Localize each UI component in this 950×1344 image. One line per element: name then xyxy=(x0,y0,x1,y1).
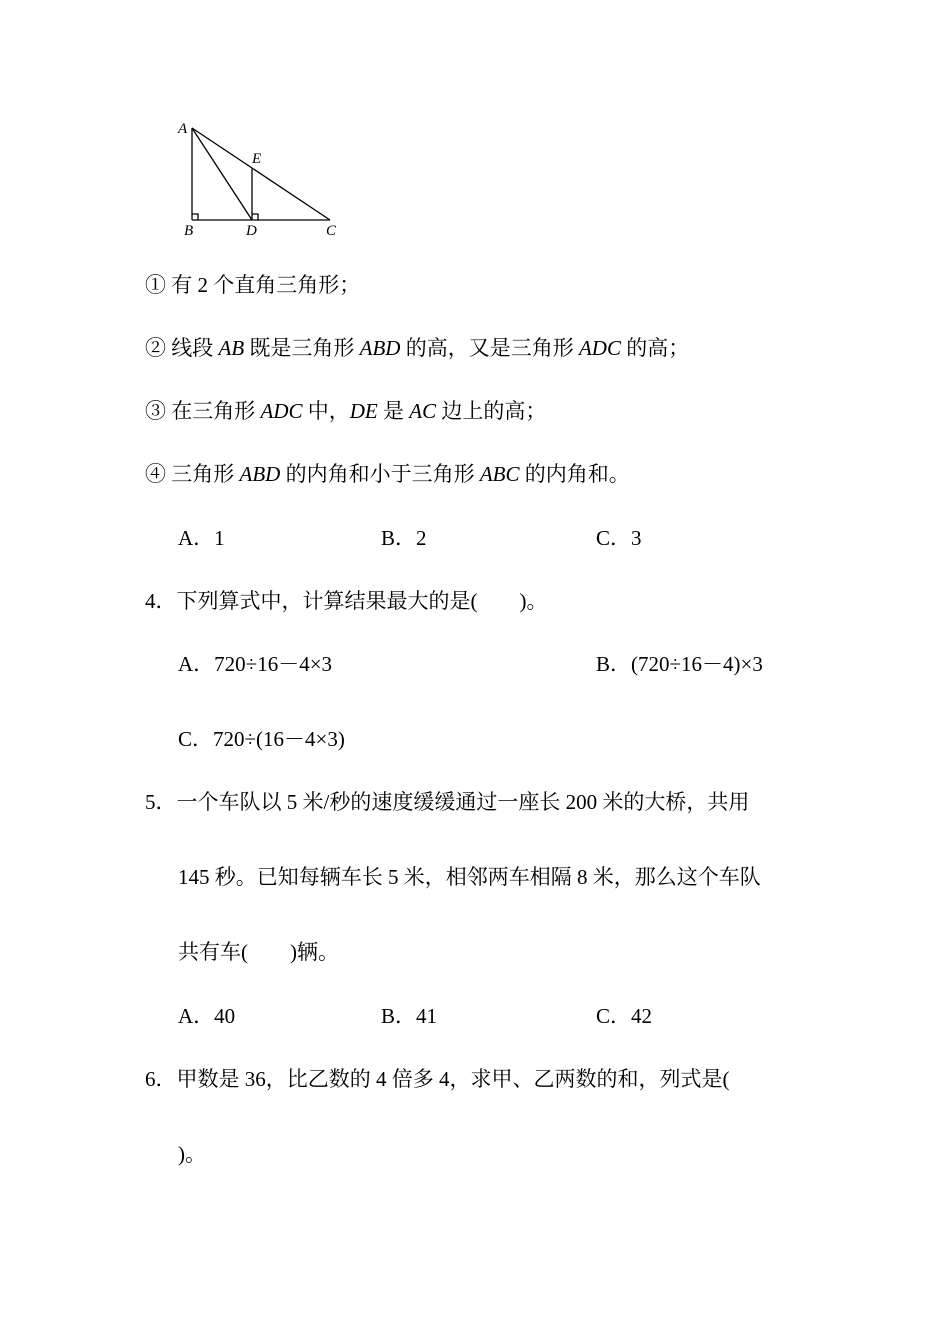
statement-1 xyxy=(145,275,360,296)
math-var: AC xyxy=(409,399,437,423)
statement-text: 三角形 xyxy=(166,462,240,486)
q4-stem: 4．下列算式中，计算结果最大的是( )。 xyxy=(145,589,548,613)
segment-ad xyxy=(192,128,252,220)
statement-text: 有 2 个直角三角形； xyxy=(166,273,361,297)
label-b: B xyxy=(184,223,194,239)
math-var: ABC xyxy=(479,462,520,486)
label-c: C xyxy=(326,223,337,239)
q4-option-a: A．720÷16－4×3 xyxy=(178,652,333,676)
right-angle-mark-b xyxy=(192,214,198,220)
statement-text: 的内角和小于三角形 xyxy=(280,462,480,486)
statement-text: 边上的高； xyxy=(436,399,547,423)
label-d: D xyxy=(246,223,257,239)
q5-option-a: A．40 xyxy=(178,1004,236,1028)
statement-marker: ② xyxy=(145,336,166,360)
statement-marker: ③ xyxy=(145,399,166,423)
q3-option-b: B．2 xyxy=(381,526,427,550)
statement-marker: ④ xyxy=(145,462,166,486)
statement-text: 是 xyxy=(377,399,410,423)
triangle-figure xyxy=(172,118,352,243)
statement-text: 中， xyxy=(302,399,350,423)
q3-option-a: A．1 xyxy=(178,526,225,550)
q5-stem-line-3: 共有车( )辆。 xyxy=(178,940,339,964)
right-angle-mark-d xyxy=(252,214,258,220)
q5-stem-line-2: 145 秒。已知每辆车长 5 米，相邻两车相隔 8 米，那么这个车队 xyxy=(178,865,761,889)
math-var: AB xyxy=(218,336,245,360)
q5-stem-line-1: 5．一个车队以 5 米/秒的速度缓缓通过一座长 200 米的大桥，共用 xyxy=(145,790,750,814)
q4-option-b: B．(720÷16－4)×3 xyxy=(596,652,763,676)
statement-text: 的高，又是三角形 xyxy=(400,336,579,360)
statement-text: 既是三角形 xyxy=(244,336,360,360)
statement-3 xyxy=(145,401,546,422)
math-var: ADC xyxy=(578,336,621,360)
label-e: E xyxy=(252,151,262,167)
statement-text: 在三角形 xyxy=(166,399,261,423)
statement-text: 的内角和。 xyxy=(519,462,630,486)
segment-ac xyxy=(192,128,330,220)
statement-4 xyxy=(145,464,630,485)
q3-option-c: C．3 xyxy=(596,526,642,550)
statement-marker: ① xyxy=(145,273,166,297)
q4-option-c: C．720÷(16－4×3) xyxy=(178,727,345,751)
statement-text: 的高； xyxy=(620,336,690,360)
q6-stem-line-1: 6．甲数是 36，比乙数的 4 倍多 4，求甲、乙两数的和，列式是( xyxy=(145,1067,730,1091)
math-var: ABD xyxy=(239,462,281,486)
math-var: ABD xyxy=(359,336,401,360)
q6-stem-line-2: )。 xyxy=(178,1142,206,1166)
math-var: ADC xyxy=(260,399,303,423)
math-var: DE xyxy=(349,399,378,423)
triangle-diagram xyxy=(172,118,352,243)
statement-2 xyxy=(145,338,689,359)
statement-text: 线段 xyxy=(166,336,219,360)
q5-option-b: B．41 xyxy=(381,1004,438,1028)
q5-option-c: C．42 xyxy=(596,1004,653,1028)
label-a: A xyxy=(178,121,188,137)
